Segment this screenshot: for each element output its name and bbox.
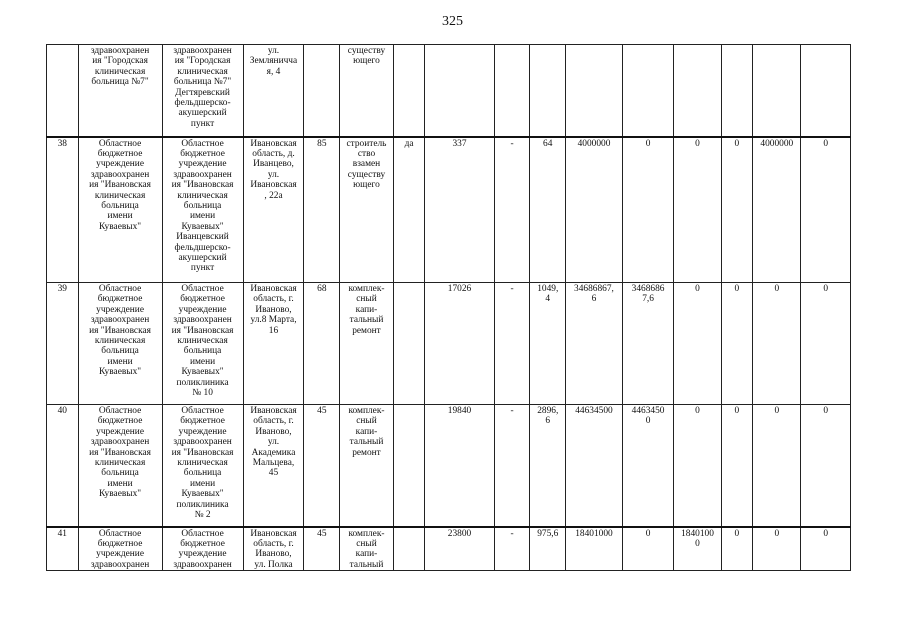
cell-num: 40 bbox=[47, 405, 79, 527]
cell-addr: Ивановская область, д. Иванцево, ул. Ивановская , 22а bbox=[243, 137, 304, 283]
cell-work: комплек- сный капи- тальный ремонт bbox=[340, 405, 394, 527]
cell-area: 19840 bbox=[425, 405, 494, 527]
cell-cost: 64 bbox=[530, 137, 566, 283]
cell-pct: 68 bbox=[304, 283, 340, 405]
cell-flag bbox=[393, 405, 425, 527]
cell-other bbox=[753, 45, 801, 137]
cell-num: 39 bbox=[47, 283, 79, 405]
cell-cost: 2896, 6 bbox=[530, 405, 566, 527]
cell-other: 0 bbox=[753, 405, 801, 527]
cell-work: существу ющего bbox=[340, 45, 394, 137]
cell-work: строитель ство взамен существу ющего bbox=[340, 137, 394, 283]
cell-loc bbox=[721, 45, 753, 137]
cell-obj: Областное бюджетное учреждение здравоохранен ия "Ивановская клиническая больница имени Куваевых" поликлиника № 10 bbox=[162, 283, 243, 405]
cell-other: 0 bbox=[753, 283, 801, 405]
cell-dash bbox=[494, 45, 530, 137]
cell-work: комплек- сный капи- тальный bbox=[340, 527, 394, 571]
cell-obj: Областное бюджетное учреждение здравоохранен ия "Ивановская клиническая больница имени Куваевых" Иванцевский фельдшерско- акушерский пункт bbox=[162, 137, 243, 283]
cell-addr: Ивановская область, г. Иваново, ул.8 Марта, 16 bbox=[243, 283, 304, 405]
cell-loc: 0 bbox=[721, 405, 753, 527]
cell-dash: - bbox=[494, 527, 530, 571]
cell-num: 41 bbox=[47, 527, 79, 571]
table-row bbox=[47, 45, 851, 137]
cell-dash: - bbox=[494, 283, 530, 405]
cell-total: 18401000 bbox=[566, 527, 623, 571]
cell-other: 0 bbox=[753, 527, 801, 571]
cell-org: Областное бюджетное учреждение здравоохранен ия "Ивановская клиническая больница имени Куваевых" bbox=[78, 137, 162, 283]
cell-area: 23800 bbox=[425, 527, 494, 571]
cell-fed: 0 bbox=[622, 527, 673, 571]
cell-org: здравоохранен ия "Городская клиническая больница №7" bbox=[78, 45, 162, 137]
cell-flag: да bbox=[393, 137, 425, 283]
cell-cost bbox=[530, 45, 566, 137]
page-number: 325 bbox=[442, 14, 463, 29]
cell-flag bbox=[393, 527, 425, 571]
cell-loc: 0 bbox=[721, 283, 753, 405]
cell-obj: здравоохранен ия "Городская клиническая больница №7" Дегтяревский фельдшерско- акушерский пункт bbox=[162, 45, 243, 137]
cell-reg: 0 bbox=[674, 137, 721, 283]
cell-flag bbox=[393, 45, 425, 137]
cell-dash: - bbox=[494, 405, 530, 527]
cell-org: Областное бюджетное учреждение здравоохранен bbox=[78, 527, 162, 571]
cell-fed: 3468686 7,6 bbox=[622, 283, 673, 405]
cell-org: Областное бюджетное учреждение здравоохранен ия "Ивановская клиническая больница имени Куваевых" bbox=[78, 405, 162, 527]
cell-org: Областное бюджетное учреждение здравоохранен ия "Ивановская клиническая больница имени Куваевых" bbox=[78, 283, 162, 405]
table-row bbox=[47, 405, 851, 527]
cell-dash: - bbox=[494, 137, 530, 283]
cell-addr: ул. Земляничча я, 4 bbox=[243, 45, 304, 137]
cell-reg bbox=[674, 45, 721, 137]
cell-total: 34686867, 6 bbox=[566, 283, 623, 405]
cell-loc: 0 bbox=[721, 137, 753, 283]
cell-area: 337 bbox=[425, 137, 494, 283]
cell-reg: 0 bbox=[674, 283, 721, 405]
cell-obj: Областное бюджетное учреждение здравоохранен bbox=[162, 527, 243, 571]
cell-extra: 0 bbox=[801, 283, 851, 405]
cell-addr: Ивановская область, г. Иваново, ул. Полка bbox=[243, 527, 304, 571]
cell-pct: 45 bbox=[304, 405, 340, 527]
cell-fed bbox=[622, 45, 673, 137]
cell-loc: 0 bbox=[721, 527, 753, 571]
cell-cost: 975,6 bbox=[530, 527, 566, 571]
cell-reg: 1840100 0 bbox=[674, 527, 721, 571]
cell-pct bbox=[304, 45, 340, 137]
cell-other: 4000000 bbox=[753, 137, 801, 283]
cell-addr: Ивановская область, г. Иваново, ул. Академика Мальцева, 45 bbox=[243, 405, 304, 527]
cell-pct: 85 bbox=[304, 137, 340, 283]
table-row bbox=[47, 137, 851, 283]
cell-extra: 0 bbox=[801, 137, 851, 283]
cell-num bbox=[47, 45, 79, 137]
cell-num: 38 bbox=[47, 137, 79, 283]
cell-extra bbox=[801, 45, 851, 137]
cell-total: 44634500 bbox=[566, 405, 623, 527]
cell-fed: 0 bbox=[622, 137, 673, 283]
cell-cost: 1049, 4 bbox=[530, 283, 566, 405]
cell-total: 4000000 bbox=[566, 137, 623, 283]
cell-reg: 0 bbox=[674, 405, 721, 527]
facilities-table bbox=[46, 44, 851, 571]
cell-obj: Областное бюджетное учреждение здравоохранен ия "Ивановская клиническая больница имени Куваевых" поликлиника № 2 bbox=[162, 405, 243, 527]
cell-pct: 45 bbox=[304, 527, 340, 571]
cell-extra: 0 bbox=[801, 527, 851, 571]
cell-area bbox=[425, 45, 494, 137]
cell-flag bbox=[393, 283, 425, 405]
table-row bbox=[47, 527, 851, 571]
cell-extra: 0 bbox=[801, 405, 851, 527]
cell-area: 17026 bbox=[425, 283, 494, 405]
cell-fed: 4463450 0 bbox=[622, 405, 673, 527]
cell-work: комплек- сный капи- тальный ремонт bbox=[340, 283, 394, 405]
table-row bbox=[47, 283, 851, 405]
cell-total bbox=[566, 45, 623, 137]
